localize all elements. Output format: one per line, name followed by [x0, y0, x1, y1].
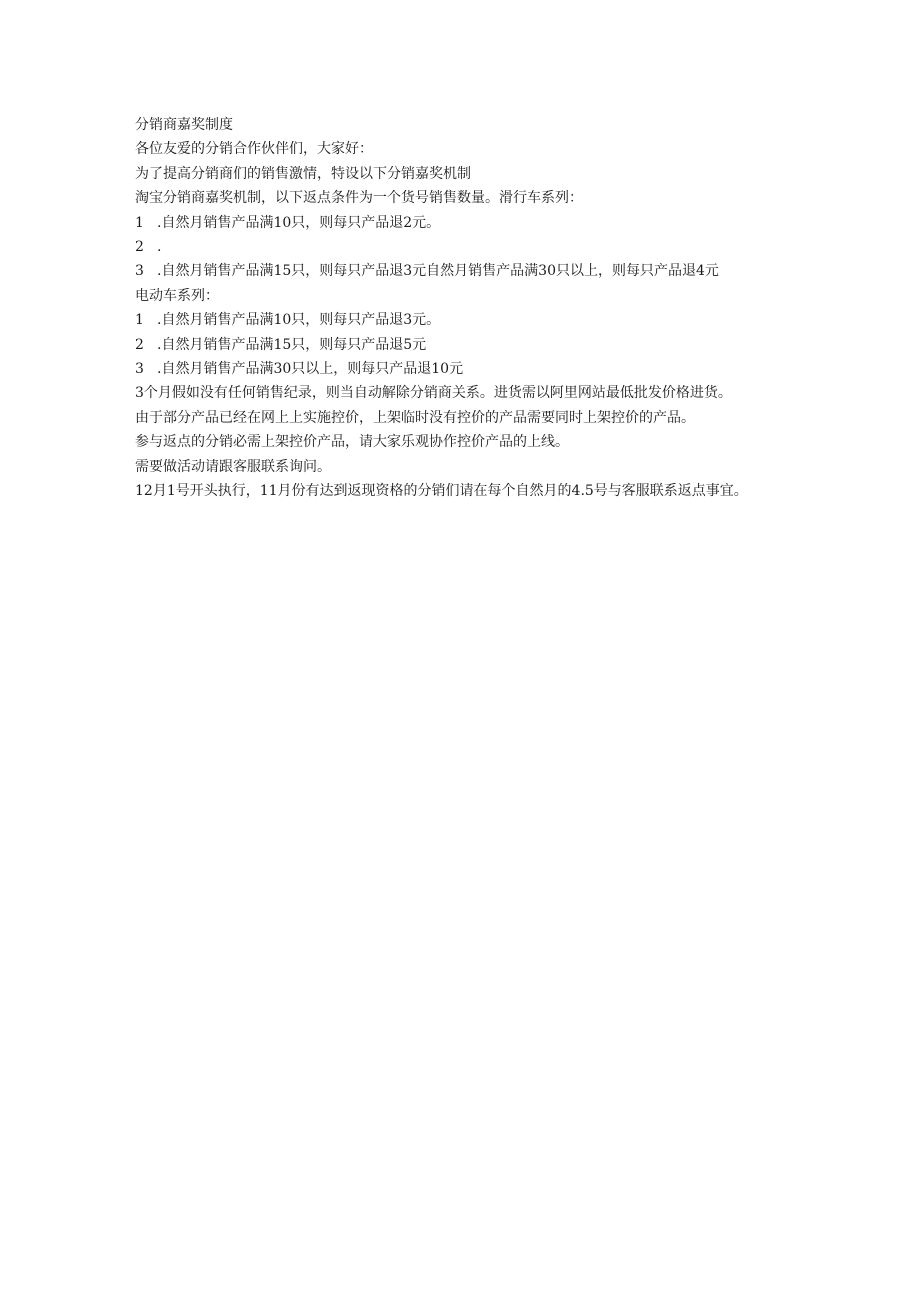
document-body	[135, 113, 785, 504]
note-paragraph: 由于部分产品已经在网上上实施控价，上架临时没有控价的产品需要同时上架控价的产品。	[135, 409, 695, 426]
scooter-rule	[135, 211, 785, 235]
rule-number: 2	[135, 239, 144, 256]
rule-text: .自然月销售产品满15只，则每只产品退3元自然月销售产品满30只以上，则每只产品退4元	[157, 263, 719, 280]
rule-number: 1	[135, 214, 144, 231]
note-paragraph: 参与返点的分销必需上架控价产品，请大家乐观协作控价产品的上线。	[135, 434, 569, 451]
rule-text: .自然月销售产品满30只以上，则每只产品退10元	[157, 361, 464, 378]
scooter-rule	[135, 235, 785, 259]
note-paragraph: 需要做活动请跟客服联系询问。	[135, 458, 331, 475]
greeting: 各位友爱的分销合作伙伴们，大家好：	[135, 141, 373, 158]
rule-number: 3	[135, 263, 144, 280]
ebike-rule	[135, 333, 785, 357]
rule-text: .自然月销售产品满15只，则每只产品退5元	[157, 336, 427, 353]
intro-paragraph: 为了提高分销商们的销售激情，特设以下分销嘉奖机制	[135, 165, 471, 182]
scooter-rule	[135, 259, 785, 283]
rule-text: .自然月销售产品满10只，则每只产品退2元。	[157, 214, 441, 231]
rule-number: 3	[135, 361, 144, 378]
rule-number: 1	[135, 312, 144, 329]
note-paragraph: 3个月假如没有任何销售纪录，则当自动解除分销商关系。进货需以阿里网站最低批发价格进货。	[135, 385, 732, 402]
rule-text: .	[157, 239, 162, 256]
ebike-heading: 电动车系列：	[135, 287, 219, 304]
ebike-rule	[135, 357, 785, 381]
document-title: 分销商嘉奖制度	[135, 117, 233, 133]
rule-text: .自然月销售产品满10只，则每只产品退3元。	[157, 312, 441, 329]
rule-number: 2	[135, 336, 144, 353]
note-paragraph: 12月1号开头执行，11月份有达到返现资格的分销们请在每个自然月的4.5号与客服联系返点事宜。	[135, 483, 748, 500]
ebike-rule	[135, 308, 785, 332]
mechanism-intro: 淘宝分销商嘉奖机制，以下返点条件为一个货号销售数量。滑行车系列：	[135, 190, 583, 207]
